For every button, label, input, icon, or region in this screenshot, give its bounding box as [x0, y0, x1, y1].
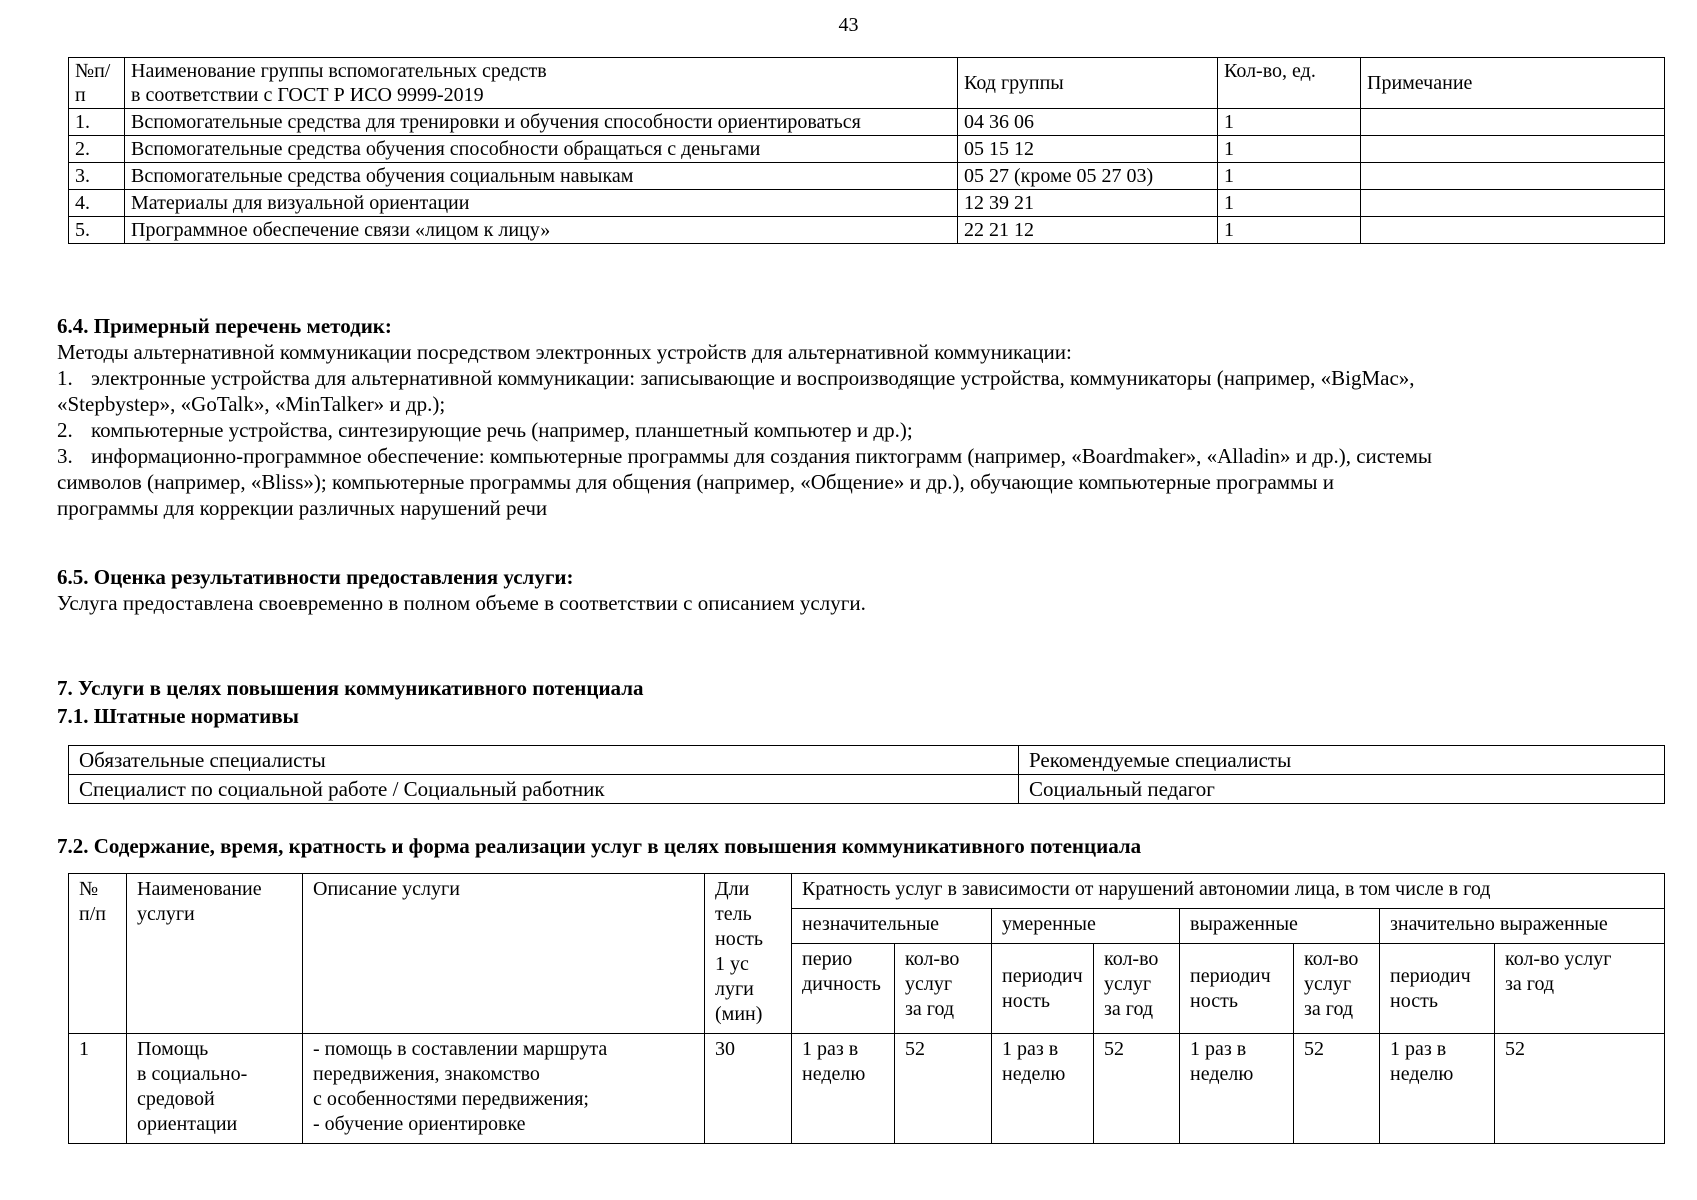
cell-count: 52 — [1495, 1034, 1665, 1144]
cell-name: Вспомогательные средства для тренировки и обучения способности ориентироваться — [125, 109, 958, 136]
list-item: 3. информационно-программное обеспечение: компьютерные программы для создания пиктограмм (например, «Boardmaker», «Alladin» и др.), системы символов (например, «Bliss»); компьютерные программы для общения (например, «Общение» и др.), обучающие компьютерные программы и программы для коррекции различных нарушений речи — [57, 444, 1432, 520]
cell-num: 5. — [69, 217, 125, 244]
header-qty: Кол-во, ед. — [1218, 58, 1361, 109]
table-header-row — [69, 58, 1665, 109]
table-row — [69, 775, 1665, 804]
cell-period: 1 раз в неделю — [992, 1034, 1094, 1144]
section-6-4-intro: Методы альтернативной коммуникации посредством электронных устройств для альтернативной коммуникации: — [57, 340, 1072, 364]
table-row — [69, 190, 1665, 217]
cell-duration: 30 — [705, 1034, 792, 1144]
header-level-severe: выраженные — [1180, 909, 1380, 944]
table-row — [69, 163, 1665, 190]
cell-code: 05 27 (кроме 05 27 03) — [958, 163, 1218, 190]
staff-norms-table — [68, 745, 1665, 804]
table-row — [69, 217, 1665, 244]
header-count: кол-во услуг за год — [1094, 944, 1180, 1034]
cell-note — [1361, 136, 1665, 163]
header-name: Наименование услуги — [127, 874, 303, 1034]
header-num: № п/п — [69, 874, 127, 1034]
table-row — [69, 136, 1665, 163]
cell-note — [1361, 109, 1665, 136]
cell-count: 52 — [895, 1034, 992, 1144]
cell-count: 52 — [1294, 1034, 1380, 1144]
header-count: кол-во услуг за год — [1495, 944, 1665, 1034]
table-header-row — [69, 874, 1665, 909]
header-note: Примечание — [1361, 58, 1665, 109]
cell-qty: 1 — [1218, 136, 1361, 163]
cell-name: Материалы для визуальной ориентации — [125, 190, 958, 217]
assistive-devices-table — [68, 57, 1665, 244]
header-count: кол-во услуг за год — [1294, 944, 1380, 1034]
cell-note — [1361, 190, 1665, 217]
cell-name: Вспомогательные средства обучения способности обращаться с деньгами — [125, 136, 958, 163]
cell-qty: 1 — [1218, 217, 1361, 244]
page-number: 43 — [838, 14, 859, 36]
table-header-row — [69, 746, 1665, 775]
header-recommended: Рекомендуемые специалисты — [1019, 746, 1665, 775]
table-row — [69, 109, 1665, 136]
services-table — [68, 873, 1665, 1144]
cell-recommended: Социальный педагог — [1019, 775, 1665, 804]
cell-note — [1361, 163, 1665, 190]
section-6-4-title: 6.4. Примерный перечень методик: — [57, 314, 392, 338]
cell-code: 05 15 12 — [958, 136, 1218, 163]
section-7-1-title: 7.1. Штатные нормативы — [57, 704, 299, 728]
cell-name: Помощь в социально- средовой ориентации — [127, 1034, 303, 1144]
cell-code: 12 39 21 — [958, 190, 1218, 217]
cell-num: 3. — [69, 163, 125, 190]
cell-desc: - помощь в составлении маршрута передвижения, знакомство с особенностями передвижения; - обучение ориентировке — [303, 1034, 705, 1144]
header-level-very-severe: значительно выраженные — [1380, 909, 1665, 944]
header-period: периодич ность — [1180, 944, 1294, 1034]
cell-qty: 1 — [1218, 163, 1361, 190]
cell-period: 1 раз в неделю — [1180, 1034, 1294, 1144]
header-code: Код группы — [958, 58, 1218, 109]
cell-num: 4. — [69, 190, 125, 217]
section-7-title: 7. Услуги в целях повышения коммуникативного потенциала — [57, 676, 644, 700]
header-duration: Дли тель ность 1 ус луги (мин) — [705, 874, 792, 1034]
header-level-minor: незначительные — [792, 909, 992, 944]
section-7-2-title: 7.2. Содержание, время, кратность и форма реализации услуг в целях повышения коммуникативного потенциала — [57, 834, 1142, 858]
cell-period: 1 раз в неделю — [792, 1034, 895, 1144]
list-item: 1. электронные устройства для альтернативной коммуникации: записывающие и воспроизводящие устройства, коммуникаторы (например, «BigMac», «Stepbystep», «GoTalk», «MinTalker» и др.); — [57, 366, 1415, 416]
cell-num: 2. — [69, 136, 125, 163]
header-num: №п/ п — [69, 58, 125, 109]
header-level-moderate: умеренные — [992, 909, 1180, 944]
table-row — [69, 1034, 1665, 1144]
header-count: кол-во услуг за год — [895, 944, 992, 1034]
cell-name: Программное обеспечение связи «лицом к лицу» — [125, 217, 958, 244]
header-desc: Описание услуги — [303, 874, 705, 1034]
list-item: 2. компьютерные устройства, синтезирующие речь (например, планшетный компьютер и др.); — [57, 418, 913, 442]
cell-num: 1. — [69, 109, 125, 136]
cell-period: 1 раз в неделю — [1380, 1034, 1495, 1144]
cell-code: 04 36 06 — [958, 109, 1218, 136]
header-required: Обязательные специалисты — [69, 746, 1019, 775]
section-6-5 — [57, 564, 1657, 616]
cell-name: Вспомогательные средства обучения социальным навыкам — [125, 163, 958, 190]
header-period: перио дичность — [792, 944, 895, 1034]
header-period: периодич ность — [992, 944, 1094, 1034]
header-period: периодич ность — [1380, 944, 1495, 1034]
cell-note — [1361, 217, 1665, 244]
header-name: Наименование группы вспомогательных средств в соответствии с ГОСТ Р ИСО 9999-2019 — [125, 58, 958, 109]
header-frequency: Кратность услуг в зависимости от нарушений автономии лица, в том числе в год — [792, 874, 1665, 909]
cell-num: 1 — [69, 1034, 127, 1144]
section-6-4 — [57, 313, 1657, 521]
cell-count: 52 — [1094, 1034, 1180, 1144]
section-6-5-title: 6.5. Оценка результативности предоставления услуги: — [57, 565, 574, 589]
cell-qty: 1 — [1218, 109, 1361, 136]
cell-qty: 1 — [1218, 190, 1361, 217]
cell-code: 22 21 12 — [958, 217, 1218, 244]
cell-required: Специалист по социальной работе / Социальный работник — [69, 775, 1019, 804]
section-6-5-text: Услуга предоставлена своевременно в полном объеме в соответствии с описанием услуги. — [57, 591, 866, 615]
